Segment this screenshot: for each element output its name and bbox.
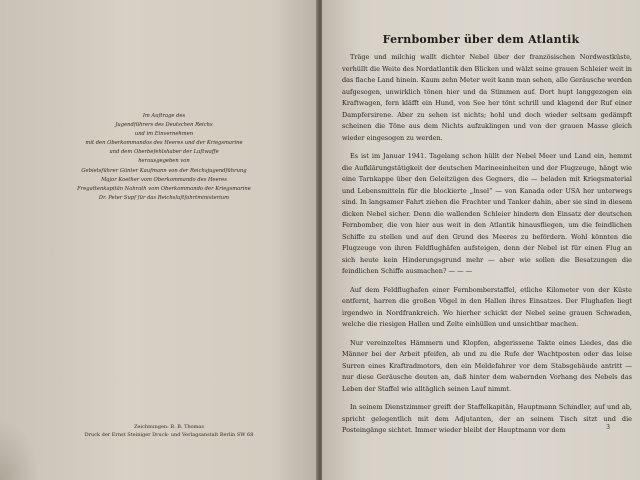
paragraph: Nur vereinzeltes Hämmern und Klopfen, abgerissene Takte eines Liedes, das die Männer bei der Arbeit pfeifen, ab und zu die Rufe der Wachtposten oder das leise Surren eines Kraftradmotors, den ein Meldefahrer vor dem Stabsgebäude antritt — nur diese Geräusche deuten an, daß hinter dem wabernden Vorhang des Nebels das Leben der Staffel wie alltäglich seinen Lauf nimmt. [342,338,632,393]
credit-line: Major Koether vom Oberkommando des Heeres [101,176,227,183]
paragraph: In seinem Dienstzimmer greift der Staffelkapitän, Hauptmann Schindler, auf und ab, spricht gelegentlich mit dem Adjutanten, der an seinem Tisch sitzt und die Posteingänge sichtet. Immer wieder bleibt der Hauptmann vor dem [342,403,632,434]
paragraph: Träge und milchig wallt dichter Nebel über der französischen Nordwestküste, verhüllt die Weite des Nordatlantik den Blicken und wälzt seine grauen Schleier weit in das flache Land hinein. Kaum zehn Meter weit kann man sehen, alle Geräusche werden aufgesogen, unwirklich tönen hier und da Stimmen auf. Dort hupt langgezogen ein Kraftwagen, fern kläfft ein Hund, von See her tönt schrill und klagend der Ruf einer Dampfersirene. Aber zu sehen ist nichts; hohl und doch wieder seltsam gedämpft scheinen die Töne aus dem Nichts aufzuklingen und von der grauen Masse gleich wieder eingesogen zu werden. [342,53,632,142]
credit-line: Dr. Peter Supf für das Reichsluftfahrtministerium [98,194,230,201]
credit-line: mit den Oberkommandos des Heeres und der Kriegsmarine [85,140,243,147]
printer-credit: Druck der Ernst Steiniger Druck- und Verlagsanstalt Berlin SW 68 [84,432,254,439]
credit-line: Jugendführers des Deutschen Reichs [115,122,213,129]
illustrator-credit: Zeichnungen: B. B. Thomas [134,424,204,430]
page-number: 3 [606,424,610,431]
credit-line: Gebietsführer Günter Kaufmann von der Reichsjugendführung [81,167,247,174]
chapter-title: Fernbomber über dem Atlantik [382,33,580,46]
chapter-body [342,52,632,444]
imprint-footer [54,423,284,439]
right-page [322,0,640,480]
credit-line: Im Auftrage des [142,113,186,119]
credit-line: und dem Oberbefehlshaber der Luftwaffe [109,149,219,156]
credit-line: herausgegeben von [138,158,190,165]
editorial-credits [48,112,280,203]
credit-line: Fregattenkapitän Nahrath vom Oberkommando der Kriegsmarine [77,185,251,192]
paper-stain [0,420,40,480]
paragraph: Es ist im Januar 1941. Tagelang schon hüllt der Nebel Meer und Land ein, hemmt die Aufklärungstätigkeit der deutschen Marineeinheiten und der Flugzeuge, hängt wie eine Tarnkappe über den Geleitzügen des Gegners, die — beladen mit Kriegsmaterial und Lebensmitteln für die blockierte „Insel“ — von Kanada oder USA her unterwegs sind. In langsamer Fahrt ziehen die Frachter und Tanker dahin, aber sie sind in diesem dicken Nebel sicher. Denn die wallenden Schleier hindern den Einsatz der deutschen Fernbomber, die von hier aus weit in den Atlantik hinausfliegen, um die feindlichen Schiffe zu stellen und auf den Grund des Meeres zu befördern. Wohl könnten die Flugzeuge von ihren Feldflughäfen aufsteigen, denn der Nebel ist für einen Flug an sich heute kein Hinderungsgrund mehr — aber wie sollen die Besatzungen die feindlichen Schiffe ausmachen? — — — [342,152,632,275]
paragraph: Auf dem Feldflughafen einer Fernbomberstaffel, etliche Kilometer von der Küste entfernt, harren die großen Vögel in den Hallen ihres Einsatzes. Der Flughafen liegt irgendwo in Nordfrankreich. Wo hierher schickt der Nebel seine grauen Schwaden, welche die riesigen Hallen und Zelte einhüllen und unsichtbar machen. [342,285,632,328]
left-page [0,0,318,480]
credit-line: und im Einvernehmen [134,131,194,138]
